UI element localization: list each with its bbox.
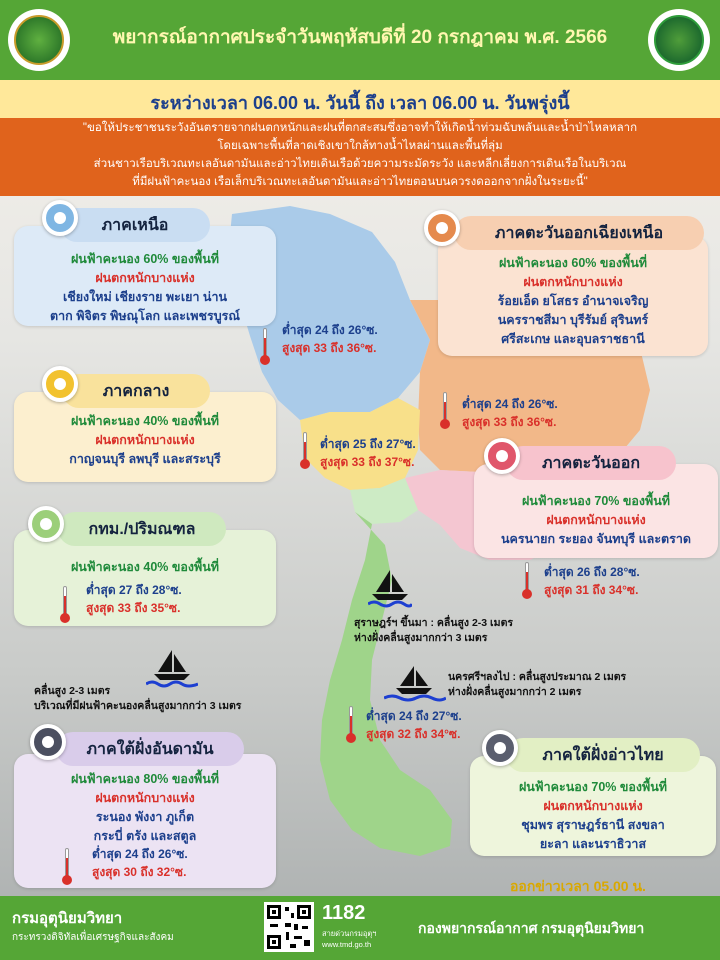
- northeast-provinces-3: ศรีสะเกษ และอุบลราชธานี: [501, 332, 645, 346]
- thermometer-icon: [260, 328, 270, 364]
- sea-gulf-upper-1: สุราษฎร์ฯ ขึ้นมา : คลื่นสูง 2-3 เมตร: [354, 617, 514, 629]
- warning-line-1: "ขอให้ประชาชนระวังอันตรายจากฝนตกหนักและฝนที่ตกสะสมซึ่งอาจทำให้เกิดน้ำท่วมฉับพลันและน้ำป่าไหลหลาก: [82, 122, 638, 134]
- south-andaman-provinces-2: กระบี่ ตรัง และสตูล: [93, 829, 197, 843]
- north-tmin: ต่ำสุด 24 ถึง 26°ซ.: [282, 323, 378, 337]
- northeast-provinces-1: ร้อยเอ็ด ยโสธร อำนาจเจริญ: [497, 294, 649, 308]
- location-pin-icon: [28, 506, 64, 542]
- qr-code-icon[interactable]: [264, 902, 314, 952]
- north-tmax: สูงสุด 33 ถึง 36°ซ.: [282, 341, 377, 355]
- footer-hotline: 1182: [322, 902, 366, 924]
- bangkok-rain: ฝนฟ้าคะนอง 40% ของพื้นที่: [70, 560, 220, 574]
- footer-hotline-label: สายด่วนกรมอุตุฯ: [322, 929, 377, 938]
- south-andaman-heavy: ฝนตกหนักบางแห่ง: [95, 791, 195, 805]
- south-gulf-label: ภาคใต้ฝั่งอ่าวไทย: [506, 738, 700, 772]
- northeast-provinces-2: นครราชสีมา บุรีรัมย์ สุรินทร์: [497, 313, 649, 327]
- central-heavy: ฝนตกหนักบางแห่ง: [95, 433, 195, 447]
- northeast-heavy: ฝนตกหนักบางแห่ง: [523, 275, 623, 289]
- warning-line-3: ส่วนชาวเรือบริเวณทะเลอันดามันและอ่าวไทยเดินเรือด้วยความระมัดระวัง และหลีกเลี่ยงการเดินเรือในบริเวณ: [93, 158, 627, 170]
- thermometer-icon: [300, 432, 310, 468]
- issue-time: ออกข่าวเวลา 05.00 น.: [510, 878, 646, 894]
- bangkok-tmin: ต่ำสุด 27 ถึง 28°ซ.: [86, 583, 182, 597]
- south-andaman-label: ภาคใต้ฝั่งอันดามัน: [56, 732, 244, 766]
- forecast-period: ระหว่างเวลา 06.00 น. วันนี้ ถึง เวลา 06.00 น. วันพรุ่งนี้: [150, 93, 570, 113]
- central-tmax: สูงสุด 33 ถึง 37°ซ.: [320, 455, 415, 469]
- south-gulf-provinces-2: ยะลา และนราธิวาส: [539, 837, 647, 851]
- sea-gulf-lower-2: ห่างฝั่งคลื่นสูงมากกว่า 2 เมตร: [448, 686, 582, 698]
- bangkok-tmax: สูงสุด 33 ถึง 35°ซ.: [86, 601, 181, 615]
- footer-website[interactable]: www.tmd.go.th: [322, 940, 372, 949]
- south-andaman-provinces-1: ระนอง พังงา ภูเก็ต: [95, 810, 195, 824]
- east-rain: ฝนฟ้าคะนอง 70% ของพื้นที่: [521, 494, 671, 508]
- thermometer-icon: [346, 706, 356, 742]
- thermometer-icon: [60, 586, 70, 622]
- south-gulf-tmax: สูงสุด 32 ถึง 34°ซ.: [366, 727, 461, 741]
- northeast-tmax: สูงสุด 33 ถึง 36°ซ.: [462, 415, 557, 429]
- north-provinces-2: ตาก พิจิตร พิษณุโลก และเพชรบูรณ์: [50, 309, 240, 323]
- south-andaman-tmin: ต่ำสุด 24 ถึง 26°ซ.: [92, 847, 188, 861]
- location-pin-icon: [42, 366, 78, 402]
- location-pin-icon: [30, 724, 66, 760]
- central-rain: ฝนฟ้าคะนอง 40% ของพื้นที่: [70, 414, 220, 428]
- south-gulf-provinces-1: ชุมพร สุราษฎร์ธานี สงขลา: [521, 818, 665, 832]
- footer-division: กองพยากรณ์อากาศ กรมอุตุนิยมวิทยา: [418, 920, 645, 936]
- central-provinces-1: กาญจนบุรี ลพบุรี และสระบุรี: [69, 452, 221, 466]
- sea-gulf-lower-1: นครศรีฯลงไป : คลื่นสูงประมาณ 2 เมตร: [448, 671, 627, 683]
- northeast-label: ภาคตะวันออกเฉียงเหนือ: [454, 216, 704, 250]
- northeast-card: [438, 236, 708, 356]
- northeast-rain: ฝนฟ้าคะนอง 60% ของพื้นที่: [498, 256, 648, 270]
- location-pin-icon: [484, 438, 520, 474]
- location-pin-icon: [424, 210, 460, 246]
- page-title: พยากรณ์อากาศประจำวันพฤหัสบดีที่ 20 กรกฎาคม พ.ศ. 2566: [112, 27, 608, 48]
- east-label: ภาคตะวันออก: [506, 446, 676, 480]
- south-andaman-rain: ฝนฟ้าคะนอง 80% ของพื้นที่: [70, 772, 220, 786]
- location-pin-icon: [42, 200, 78, 236]
- sailboat-icon: [368, 568, 412, 610]
- central-label: ภาคกลาง: [62, 374, 210, 408]
- south-andaman-tmax: สูงสุด 30 ถึง 32°ซ.: [92, 865, 187, 879]
- north-provinces-1: เชียงใหม่ เชียงราย พะเยา น่าน: [62, 290, 228, 304]
- thermometer-icon: [440, 392, 450, 428]
- east-tmax: สูงสุด 31 ถึง 34°ซ.: [544, 583, 639, 597]
- footer-ministry: กระทรวงดิจิทัลเพื่อเศรษฐกิจและสังคม: [12, 932, 174, 943]
- tmd-emblem-icon: [8, 9, 70, 71]
- east-heavy: ฝนตกหนักบางแห่ง: [546, 513, 646, 527]
- location-pin-icon: [482, 730, 518, 766]
- thermometer-icon: [522, 562, 532, 598]
- south-gulf-rain: ฝนฟ้าคะนอง 70% ของพื้นที่: [518, 780, 668, 794]
- east-tmin: ต่ำสุด 26 ถึง 28°ซ.: [544, 565, 640, 579]
- south-gulf-tmin: ต่ำสุด 24 ถึง 27°ซ.: [366, 709, 462, 723]
- sea-andaman-2: บริเวณที่มีฝนฟ้าคะนองคลื่นสูงมากกว่า 3 เมตร: [34, 700, 242, 712]
- footer-org: กรมอุตุนิยมวิทยา: [12, 910, 123, 927]
- sea-gulf-upper-2: ห่างฝั่งคลื่นสูงมากกว่า 3 เมตร: [354, 632, 488, 644]
- north-heavy: ฝนตกหนักบางแห่ง: [95, 271, 195, 285]
- warning-line-2: โดยเฉพาะพื้นที่ลาดเชิงเขาใกล้ทางน้ำไหลผ่านและพื้นที่ลุ่ม: [217, 140, 503, 152]
- meteorological-department-logo-icon: [648, 9, 710, 71]
- thermometer-icon: [62, 848, 72, 884]
- north-label: ภาคเหนือ: [60, 208, 210, 242]
- central-tmin: ต่ำสุด 25 ถึง 27°ซ.: [320, 437, 416, 451]
- northeast-tmin: ต่ำสุด 24 ถึง 26°ซ.: [462, 397, 558, 411]
- north-rain: ฝนฟ้าคะนอง 60% ของพื้นที่: [70, 252, 220, 266]
- sea-andaman-1: คลื่นสูง 2-3 เมตร: [34, 685, 111, 697]
- east-provinces-1: นครนายก ระยอง จันทบุรี และตราด: [500, 532, 691, 546]
- south-gulf-heavy: ฝนตกหนักบางแห่ง: [543, 799, 643, 813]
- warning-line-4: ที่มีฝนฟ้าคะนอง เรือเล็กบริเวณทะเลอันดามันและอ่าวไทยตอนบนควรงดออกจากฝั่งในระยะนี้": [132, 176, 588, 188]
- sailboat-icon: [384, 664, 446, 704]
- bangkok-label: กทม./ปริมณฑล: [58, 512, 226, 546]
- sailboat-icon: [146, 648, 198, 690]
